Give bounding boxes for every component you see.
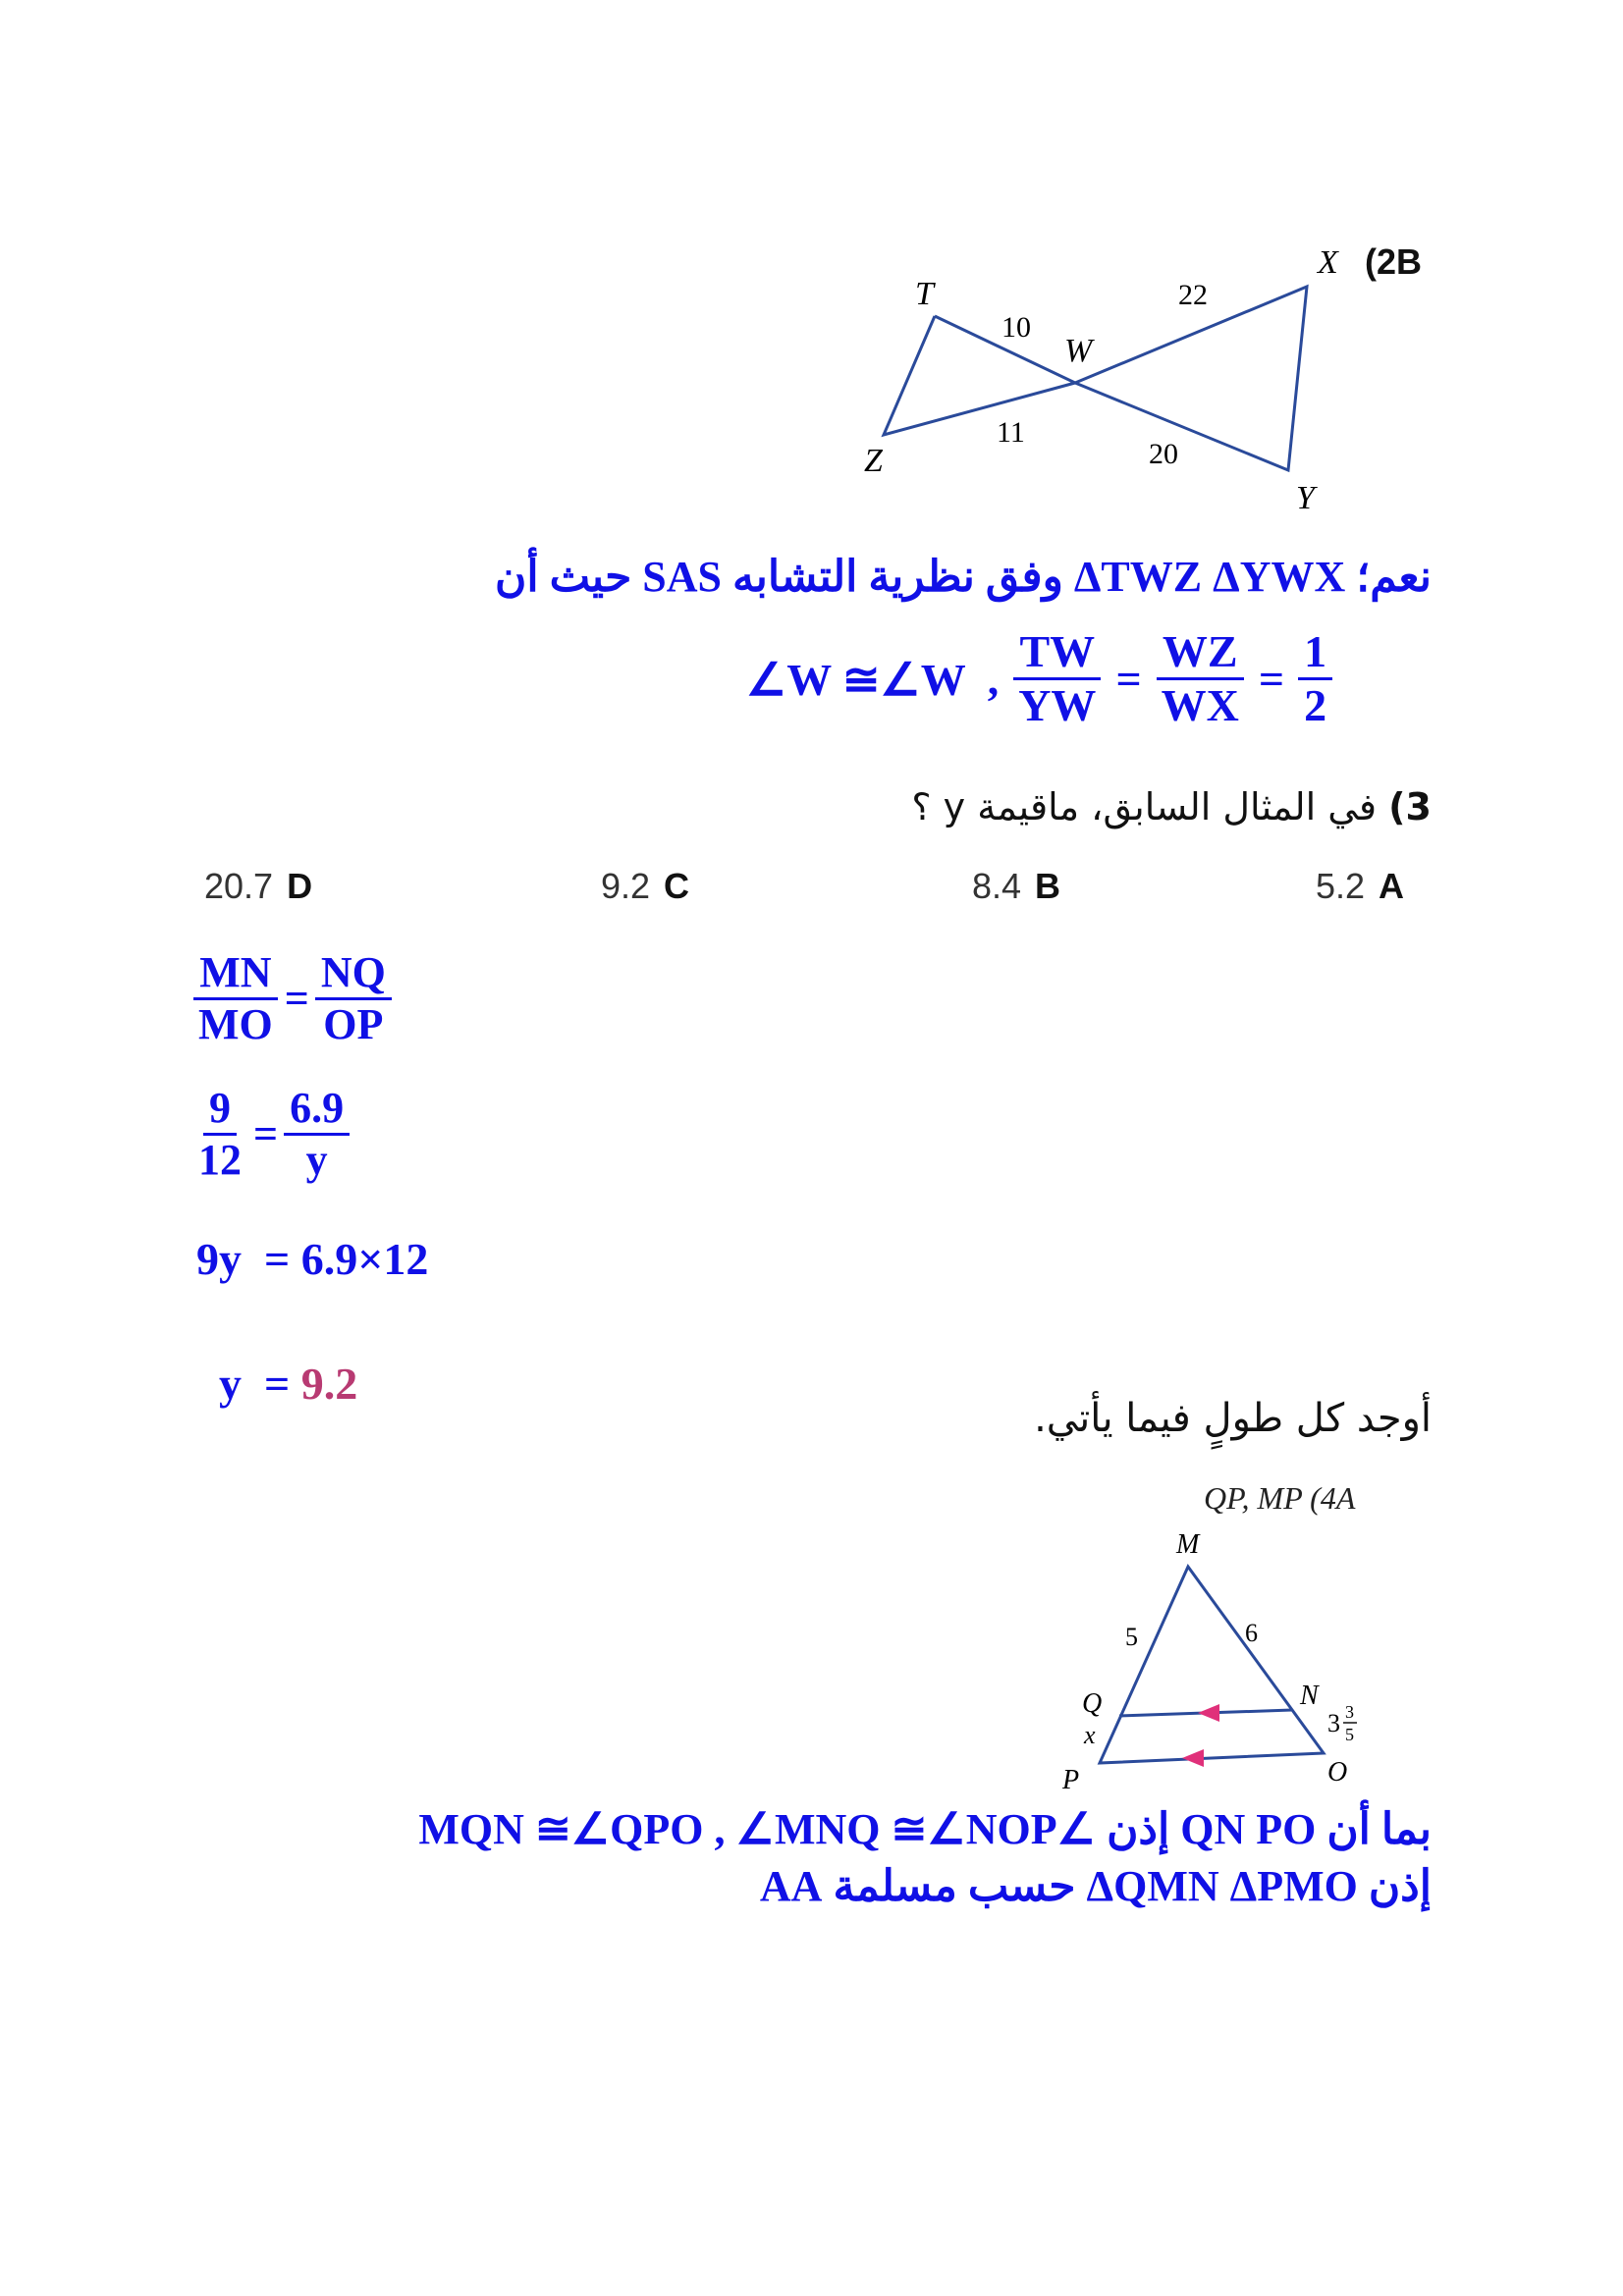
problem-4a-label: QP, MP (4A (1204, 1480, 1356, 1516)
vertex-m: M (1176, 1529, 1200, 1560)
option-b-value: 8.4 (972, 866, 1022, 906)
numerator: TW (1013, 628, 1101, 680)
denominator: OP (323, 1000, 384, 1049)
option-c[interactable] (601, 866, 689, 907)
option-c-letter: C (664, 866, 690, 906)
side-wx-length: 22 (1178, 279, 1208, 311)
numerator: 1 (1298, 628, 1332, 680)
option-b-letter: B (1035, 866, 1061, 906)
denominator: y (305, 1136, 328, 1185)
y-equals: y = (219, 1359, 301, 1409)
answer-2b-statement: نعم؛ ΔTWZ ΔYWX وفق نظرية التشابه SAS حيث أن (495, 553, 1432, 601)
solution-proportion-2 (192, 1086, 355, 1183)
vertex-p: P (1062, 1765, 1080, 1795)
vertex-z: Z (864, 443, 883, 479)
vertex-q: Q (1082, 1688, 1103, 1719)
denominator: MO (198, 1000, 273, 1049)
fraction-one-half (1298, 628, 1332, 730)
answer-4a-line-1: بما أن QN PO إذن ∠MQN ≅∠QPO , ∠MNQ ≅∠NOP (418, 1805, 1432, 1853)
option-a-letter: A (1379, 866, 1405, 906)
solution-proportion-1 (192, 950, 398, 1047)
numerator: 6.9 (284, 1086, 350, 1136)
numerator: NQ (315, 950, 392, 1000)
vertex-o: O (1327, 1757, 1348, 1788)
problem-3-question (911, 785, 1432, 828)
numerator: WZ (1157, 628, 1244, 680)
solution-line-3: 9y = 6.9×12 (196, 1234, 429, 1284)
option-a[interactable] (1316, 866, 1404, 907)
triangle-mpo-figure (1060, 1522, 1394, 1796)
equals-sign: = (1258, 654, 1285, 705)
option-d[interactable] (204, 866, 312, 907)
option-c-value: 9.2 (601, 866, 651, 906)
side-qp-length: x (1084, 1721, 1096, 1749)
side-no-numerator: 3 (1345, 1702, 1354, 1722)
parallel-arrow-icon (1198, 1704, 1219, 1722)
problem-3-number: 3) (1388, 785, 1432, 828)
option-a-value: 5.2 (1316, 866, 1366, 906)
denominator: 2 (1304, 680, 1327, 731)
side-mq-length: 5 (1125, 1623, 1138, 1651)
equals-sign: = (253, 1110, 279, 1159)
vertex-w: W (1064, 333, 1093, 369)
answer-2b-proportion (746, 628, 1338, 730)
option-d-letter: D (287, 866, 313, 906)
numerator: MN (193, 950, 277, 1000)
side-no-whole: 3 (1327, 1709, 1340, 1737)
problem-3-text: في المثال السابق، ماقيمة y ؟ (911, 785, 1378, 828)
side-zw-length: 11 (997, 416, 1025, 449)
answer-4a-line-2: إذن ΔQMN ΔPMO حسب مسلمة AA (759, 1862, 1432, 1910)
fraction-tw-yw (1012, 628, 1102, 730)
fraction-6.9-y (284, 1086, 350, 1183)
parallel-arrow-icon (1182, 1749, 1204, 1767)
fraction-9-12 (192, 1086, 247, 1183)
denominator: 12 (198, 1136, 242, 1185)
fraction-wz-wx (1156, 628, 1245, 730)
equals-sign: = (284, 975, 309, 1024)
angle-w-congruence: ∠W ≅∠W (746, 654, 966, 705)
fraction-nq-op (315, 950, 392, 1047)
vertex-t: T (915, 276, 934, 312)
problem-4-heading: أوجد كل طولٍ فيما يأتي. (1034, 1396, 1432, 1441)
denominator: WX (1161, 680, 1239, 731)
numerator: 9 (203, 1086, 237, 1136)
comma: , (987, 654, 1000, 705)
final-answer: 9.2 (300, 1359, 358, 1409)
side-no-denominator: 5 (1345, 1725, 1354, 1744)
option-b[interactable] (972, 866, 1060, 907)
fraction-mn-mo (192, 950, 279, 1047)
vertex-y: Y (1296, 480, 1315, 516)
vertex-n: N (1300, 1681, 1319, 1711)
equals-sign: = (1115, 654, 1142, 705)
denominator: YW (1018, 680, 1097, 731)
side-tw-length: 10 (1001, 311, 1031, 344)
problem-2b-label: (2B (1365, 241, 1423, 282)
side-mn-length: 6 (1245, 1619, 1258, 1647)
vertex-x: X (1318, 244, 1338, 281)
solution-line-4 (196, 1306, 357, 1410)
option-d-value: 20.7 (204, 866, 274, 906)
side-wy-length: 20 (1149, 438, 1178, 470)
